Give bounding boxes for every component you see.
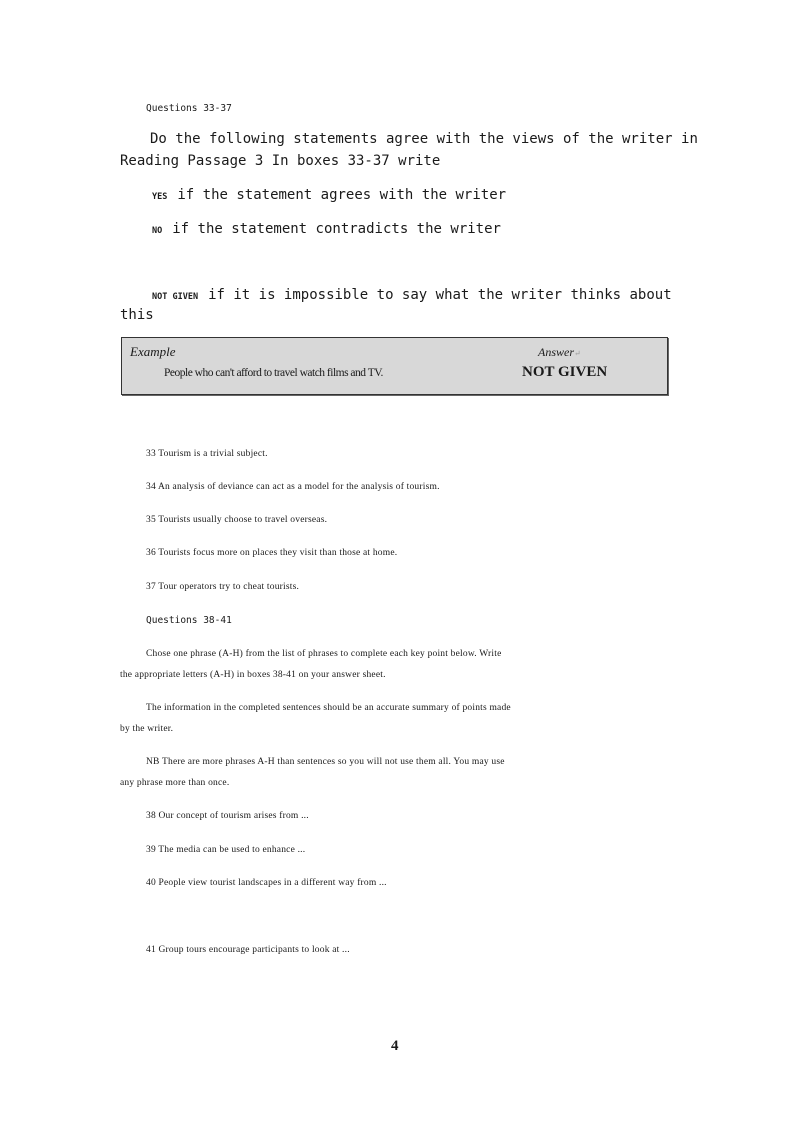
answer-label: Answer [538,345,574,359]
paragraph-mark: ↵ [574,349,581,358]
example-answer: NOT GIVEN [522,364,608,380]
question-41: 41 Group tours encourage participants to look at ... [146,945,350,955]
option-no [152,220,501,238]
section2-instr1-line2: the appropriate letters (A-H) in boxes 38-41 on your answer sheet. [120,670,386,680]
option-not-given-wrap: this [120,307,154,323]
section2-heading: Questions 38-41 [146,615,232,626]
question-37: 37 Tour operators try to cheat tourists. [146,582,300,592]
option-not-given-text: if it is impossible to say what the writer thinks about [208,287,672,303]
option-no-text: if the statement contradicts the writer [172,221,501,237]
question-33: 33 Tourism is a trivial subject. [146,449,268,459]
answer-label-wrap [538,345,581,360]
question-34: 34 An analysis of deviance can act as a model for the analysis of tourism. [146,482,440,492]
section2-instr3-line1: NB There are more phrases A-H than sentences so you will not use them all. You may use [146,757,505,767]
section2-instr3-line2: any phrase more than once. [120,778,230,788]
option-not-given-key: NOT GIVEN [152,292,199,302]
question-40: 40 People view tourist landscapes in a different way from ... [146,878,387,888]
option-yes [152,186,506,204]
option-no-key: NO [152,226,163,236]
example-box [121,337,668,395]
question-36: 36 Tourists focus more on places they visit than those at home. [146,548,398,558]
section1-heading: Questions 33-37 [146,103,232,114]
question-39: 39 The media can be used to enhance ... [146,845,306,855]
page-number: 4 [391,1038,399,1054]
section2-instr1-line1: Chose one phrase (A-H) from the list of phrases to complete each key point below. Write [146,649,502,659]
option-yes-key: YES [152,192,168,202]
option-yes-text: if the statement agrees with the writer [177,187,507,203]
example-label: Example [130,344,176,359]
question-38: 38 Our concept of tourism arises from ... [146,811,309,821]
section1-instruction-line2: Reading Passage 3 In boxes 33-37 write [120,153,441,169]
option-not-given [152,286,672,304]
section2-instr2-line1: The information in the completed sentences should be an accurate summary of points made [146,703,511,713]
example-statement: People who can't afford to travel watch films and TV. [164,367,383,379]
section2-instr2-line2: by the writer. [120,724,174,734]
section1-instruction-line1: Do the following statements agree with the views of the writer in [150,131,698,147]
question-35: 35 Tourists usually choose to travel overseas. [146,515,328,525]
